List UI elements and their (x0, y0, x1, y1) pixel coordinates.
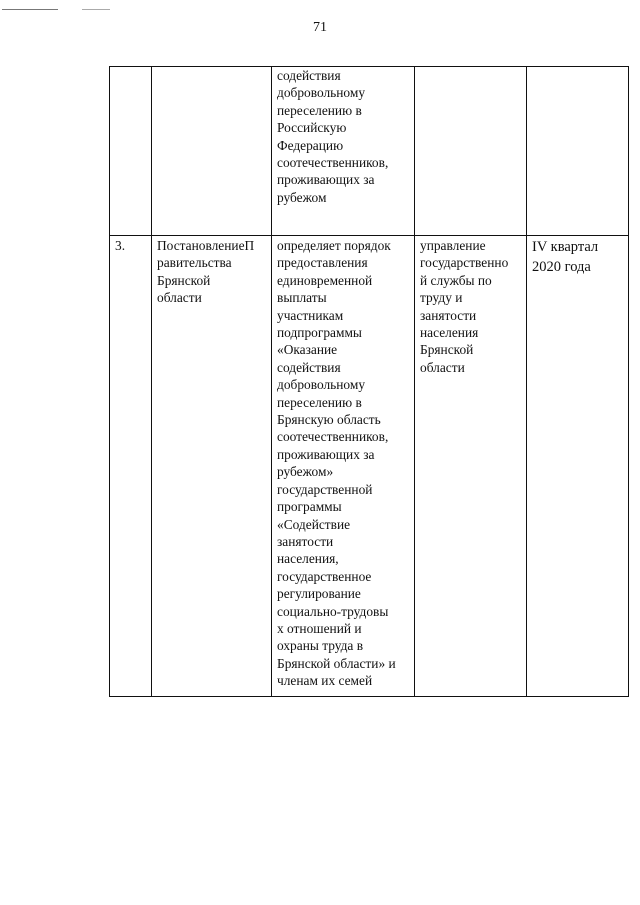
table-cell-description (272, 236, 415, 697)
document-table (109, 66, 629, 697)
table-cell-document (152, 236, 272, 697)
table-cell-description (272, 67, 415, 236)
table-cell-number (110, 236, 152, 697)
deadline-text: IV квартал 2020 года (532, 239, 599, 275)
row-number: 3. (115, 238, 126, 253)
table-row (110, 236, 629, 697)
responsible-body: управление государственно й службы по труду и занятости населения Брянской области (420, 238, 509, 375)
table-cell-document (152, 67, 272, 236)
table-cell-deadline (527, 67, 629, 236)
description-text: содействия добровольному переселению в Российскую Федерацию соотечественников, проживающих за рубежом (277, 68, 389, 205)
description-text: определяет порядок предоставления единовременной выплаты участникам подпрограммы «Оказание содействия добровольному переселению в Брянскую область соотечественников, проживающих за рубежом» государственной программы «Содействие занятости населения, государственное регулирование социально-трудовы х отношений и охраны труда в Брянской области» и членам их семей (277, 238, 396, 689)
page-number: 71 (313, 20, 327, 35)
scan-artifact-line (82, 9, 110, 10)
table-cell-responsible (415, 67, 527, 236)
table-cell-responsible (415, 236, 527, 697)
table-row (110, 67, 629, 236)
table-cell-number (110, 67, 152, 236)
table-cell-deadline (527, 236, 629, 697)
document-name: ПостановлениеП равительства Брянской области (157, 238, 255, 306)
scan-artifact-line (2, 9, 58, 10)
